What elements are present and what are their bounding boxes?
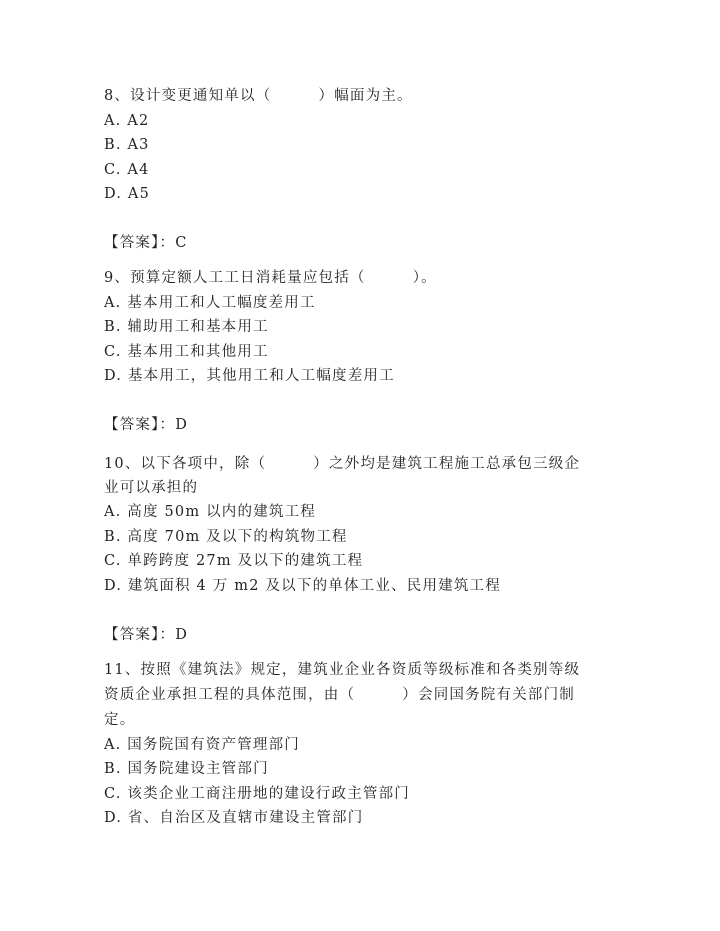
- question-9-option-a: A. 基本用工和人工幅度差用工: [104, 295, 316, 311]
- question-9-option-c: C. 基本用工和其他用工: [104, 344, 269, 360]
- question-9-stem: 9、预算定额人工工日消耗量应包括（ ）。: [104, 270, 437, 286]
- question-11-option-c: C. 该类企业工商注册地的建设行政主管部门: [104, 786, 410, 802]
- question-11-option-a: A. 国务院国有资产管理部门: [104, 737, 300, 753]
- question-11-option-d: D. 省、自治区及直辖市建设主管部门: [104, 810, 364, 826]
- question-8-option-b: B. A3: [104, 137, 150, 153]
- question-11-stem-line-1: 11、按照《建筑法》规定，建筑业企业各资质等级标准和各类别等级: [104, 662, 581, 678]
- question-8-option-a: A. A2: [104, 113, 150, 129]
- question-8-option-c: C. A4: [104, 162, 150, 178]
- question-8-stem: 8、设计变更通知单以（ ）幅面为主。: [104, 88, 413, 104]
- question-10-option-d: D. 建筑面积 4 万 m2 及以下的单体工业、民用建筑工程: [104, 578, 501, 594]
- question-8-option-d: D. A5: [104, 186, 151, 202]
- question-10-option-b: B. 高度 70m 及以下的构筑物工程: [104, 529, 348, 545]
- question-10-option-c: C. 单跨跨度 27m 及以下的建筑工程: [104, 553, 364, 569]
- question-10-stem-line-2: 业可以承担的: [104, 480, 199, 496]
- question-11-stem-line-2: 资质企业承担工程的具体范围，由（ ）会同国务院有关部门制: [104, 687, 575, 703]
- question-9-answer: 【答案】：D: [104, 417, 189, 433]
- question-9-option-d: D. 基本用工，其他用工和人工幅度差用工: [104, 368, 395, 384]
- question-9-option-b: B. 辅助用工和基本用工: [104, 319, 269, 335]
- question-10-stem-line-1: 10、以下各项中，除（ ）之外均是建筑工程施工总承包三级企: [104, 456, 581, 472]
- question-8-answer: 【答案】：C: [104, 235, 188, 251]
- question-10-answer: 【答案】：D: [104, 627, 189, 643]
- question-10-option-a: A. 高度 50m 以内的建筑工程: [104, 504, 317, 520]
- question-11-stem-line-3: 定。: [104, 712, 136, 728]
- question-11-option-b: B. 国务院建设主管部门: [104, 761, 269, 777]
